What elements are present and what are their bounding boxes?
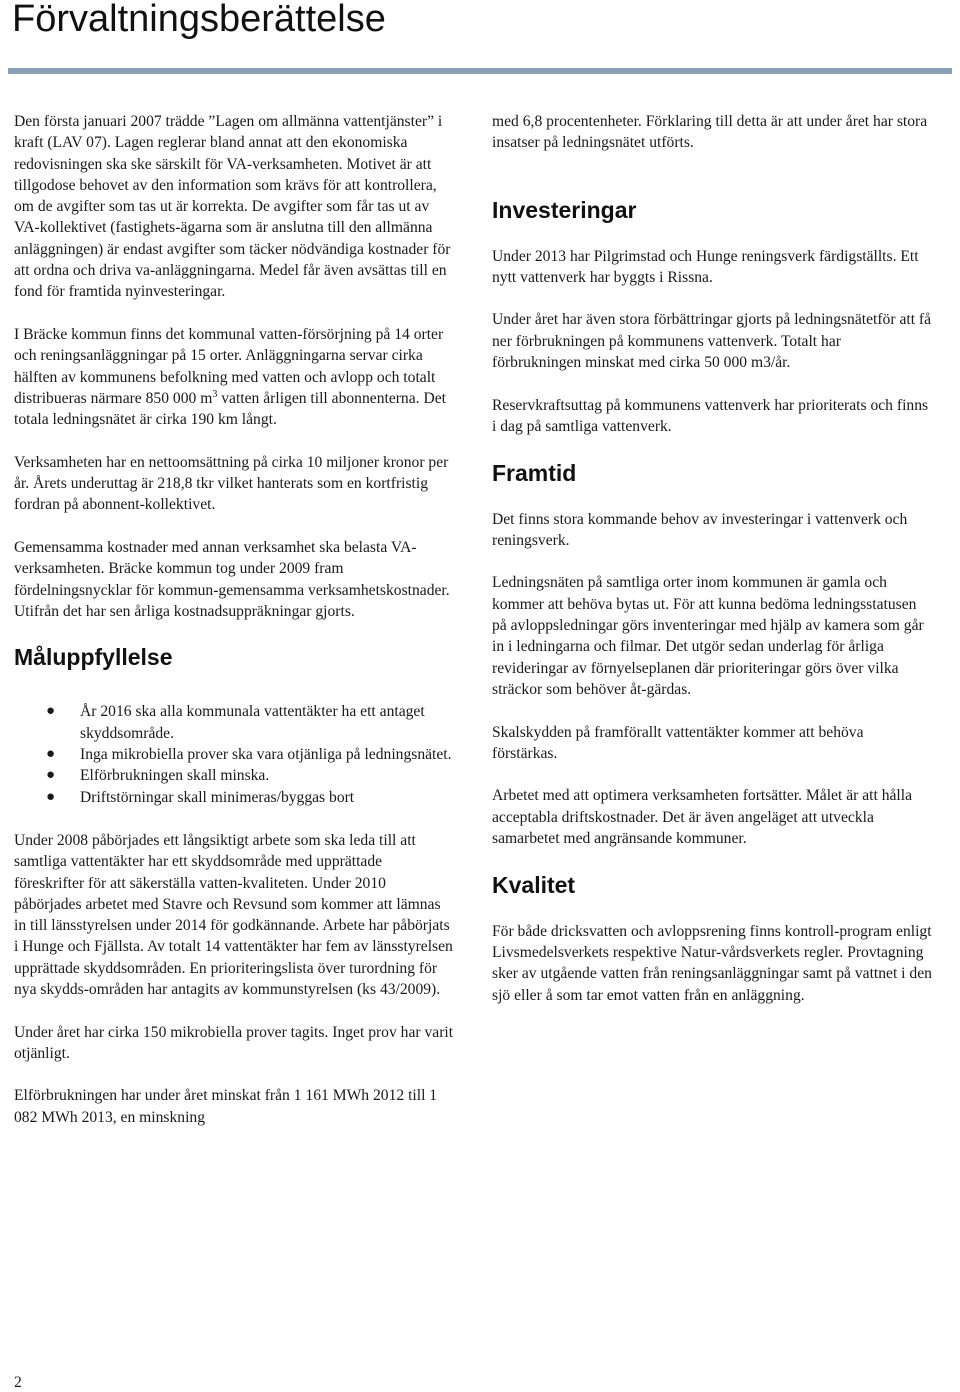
future-paragraph-1: Det finns stora kommande behov av investeringar i vattenverk och reningsverk. [492,510,908,549]
water-supply-text-a: I Bräcke kommun finns det kommunal vatten-försörjning på 14 orter och reningsanläggningar på 15 orter. Anläggningarna servar cirka hälften av kommunens befolkning med vatten och avlopp och totalt distribueras närmare 850 000 m [14,325,444,407]
bullet-icon: ● [46,788,56,805]
protection-area-paragraph: Under 2008 påbörjades ett långsiktigt arbete som ska leda till att samtliga vattentäkter har ett skyddsområde med upprättade föreskrifter för att säkerställa vatten-kvaliteten. Under 2010 påbörjades arbetet med Stavre och Revsund som kommer att lämnas in till länsstyrelsen under 2014 för godkännande. Arbete har påbörjats i Hunge och Fjällsta. Av totalt 14 vattentäkter har fem av länsstyrelsen upprättade skyddsområden. En prioriteringslista över turordning för nya skydds-områden har antagits av kommunstyrelsen (ks 43/2009). [14,831,453,998]
page-title: Förvaltningsberättelse [12,0,386,40]
header-divider [8,68,952,74]
water-supply-paragraph [14,324,454,430]
goal-text: Driftstörningar skall minimeras/byggas bort [80,788,355,806]
investments-heading: Investeringar [492,196,637,223]
water-supply-text-b: vatten årligen till abonnenterna. Det totala ledningsnätet är cirka 190 km långt. [14,389,446,429]
cubic-superscript: 3 [212,388,218,400]
quality-paragraph: För både dricksvatten och avloppsrening finns kontroll-program enligt Livsmedelsverkets respektive Natur-vårdsverkets regler. Provtagning sker av utgående vatten från reningsanläggningar samt på vattnet i den sjö eller å som tar emot vatten från en anläggning. [492,922,932,1004]
bullet-icon: ● [46,703,56,720]
future-heading: Framtid [492,459,577,486]
goals-heading: Måluppfyllelse [14,644,173,671]
electricity-paragraph: Elförbrukningen har under året minskat från 1 161 MWh 2012 till 1 082 MWh 2013, en minskning [14,1087,438,1126]
right-column [492,111,932,1006]
goal-text: Inga mikrobiella prover ska vara otjänliga på ledningsnätet. [80,746,452,764]
goal-item [14,765,454,786]
quality-heading: Kvalitet [492,871,576,898]
investments-paragraph-2: Under året har även stora förbättringar gjorts på ledningsnätetför att få ner förbrukningen på kommunens vattenverk. Totalt har förbrukningen minskat med cirka 50 000 m3/år. [492,311,932,372]
shared-costs-paragraph: Gemensamma kostnader med annan verksamhet ska belasta VA-verksamheten. Bräcke kommun tog under 2009 fram fördelningsnycklar för kommun-gemensamma verksamhetskostnader. Utifrån det har sen årliga kostnadsuppräkningar gjorts. [14,538,450,620]
investments-paragraph-1: Under 2013 har Pilgrimstad och Hunge reningsverk färdigställts. Ett nytt vattenverk har byggts i Rissna. [492,247,919,286]
goal-text: År 2016 ska alla kommunala vattentäkter ha ett antaget skyddsområde. [80,703,425,742]
future-paragraph-3: Skalskydden på framförallt vattentäkter kommer att behöva förstärkas. [492,723,864,762]
page-number: 2 [14,1374,22,1391]
goal-item [14,787,454,808]
goal-item [14,701,454,744]
future-paragraph-4: Arbetet med att optimera verksamheten fortsätter. Målet är att hålla acceptabla driftskostnader. Det är även angeläget att utveckla samarbetet med angränsande kommuner. [492,787,912,848]
left-column [14,111,454,1128]
goal-item [14,744,454,765]
future-paragraph-2: Ledningsnäten på samtliga orter inom kommunen är gamla och kommer att behöva bytas ut. För att kunna bedöma ledningsstatusen på avloppsledningar görs inventeringar med hjälp av kamera som går in i ledningarna och filmar. Det utgör sedan underlag för årliga revideringar av förnyelseplanen där prioriteringar görs över vilka sträckor som behöver åt-gärdas. [492,574,924,698]
turnover-paragraph: Verksamheten har en nettoomsättning på cirka 10 miljoner kronor per år. Årets underuttag är 218,8 tkr vilket hanterats som en kortfristig fordran på abonnent-kollektivet. [14,453,449,514]
goal-text: Elförbrukningen skall minska. [80,767,270,785]
bullet-icon: ● [46,746,56,763]
bullet-icon: ● [46,767,56,784]
investments-paragraph-3: Reservkraftsuttag på kommunens vattenverk har prioriterats och finns i dag på samtliga vattenverk. [492,396,929,435]
intro-paragraph: Den första januari 2007 trädde ”Lagen om allmänna vattentjänster” i kraft (LAV 07). Lagen reglerar bland annat att den ekonomiska redovisningen ska ske särskilt för VA-verksamheten. Motivet är att tillgodose behovet av den information som krävs för att kontrollera, om de avgifter som tas ut är korrekta. De avgifter som får tas ut av VA-kollektivet (fastighets-ägarna som är anslutna till den allmänna anläggningen) är endast avgifter som täcker nödvändiga kostnader för att ordna och driva va-anläggningarna. Medel får även avsättas till en fond för framtida nyinvesteringar. [14,113,451,301]
goals-list [14,701,454,807]
samples-paragraph: Under året har cirka 150 mikrobiella prover tagits. Inget prov har varit otjänligt. [14,1023,454,1062]
electricity-continued-paragraph: med 6,8 procentenheter. Förklaring till detta är att under året har stora insatser på ledningsnätet utförts. [492,113,928,152]
